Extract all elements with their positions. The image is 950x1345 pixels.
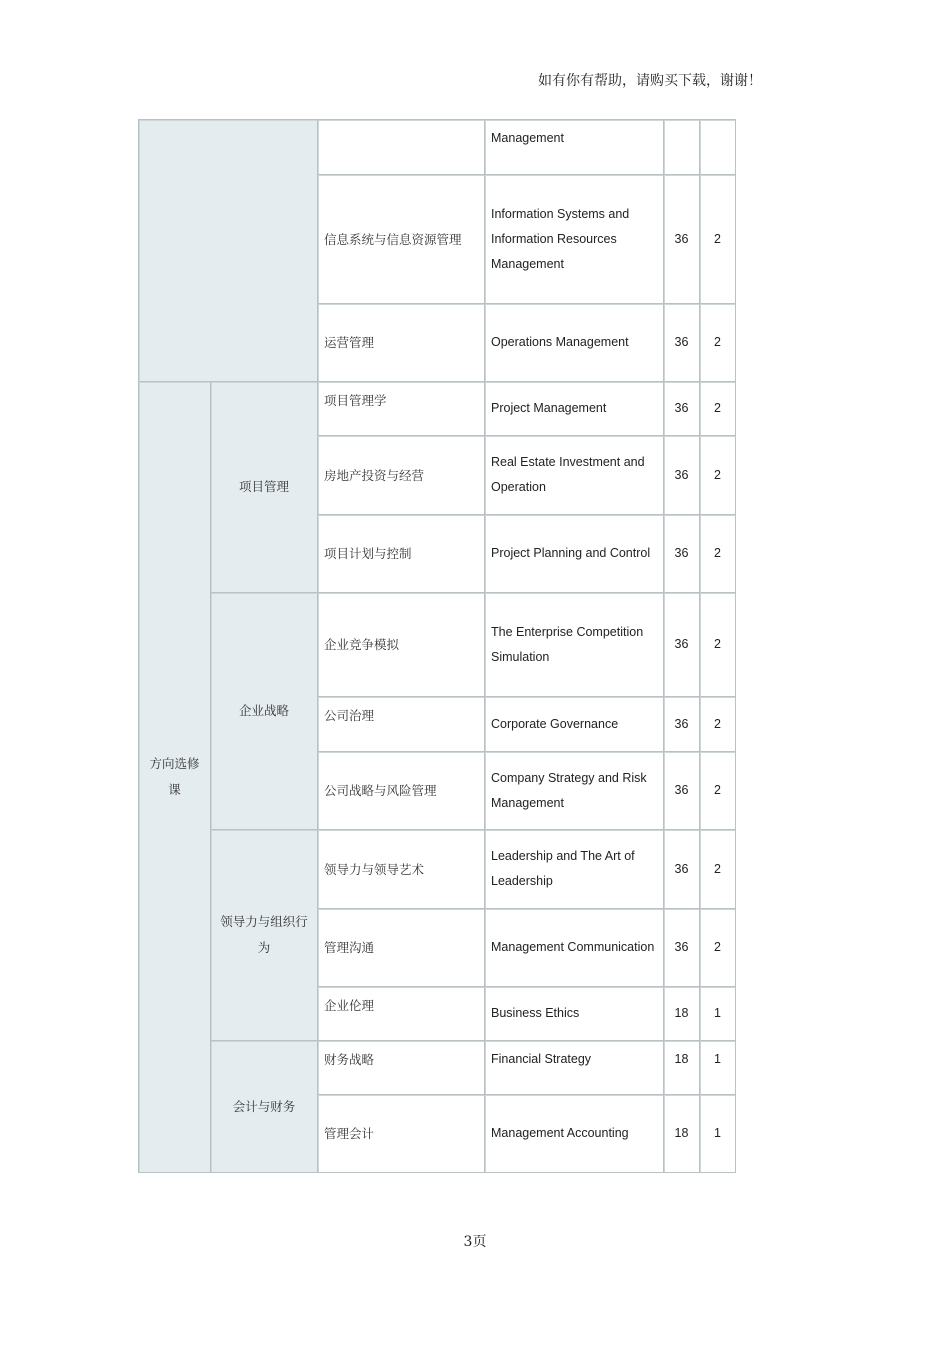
category-label: 方向选修课 <box>149 756 200 797</box>
course-name-cn: 房地产投资与经营 <box>318 436 485 515</box>
course-credits: 1 <box>700 1041 736 1095</box>
course-credits: 2 <box>700 593 736 697</box>
course-name-cn: 管理会计 <box>318 1095 485 1173</box>
continued-category-cell <box>139 120 318 382</box>
course-credits: 2 <box>700 515 736 593</box>
table-row <box>139 382 736 436</box>
group-label: 企业战略 <box>238 703 289 718</box>
course-name-cn: 企业竞争模拟 <box>318 593 485 697</box>
group-cell <box>211 1041 318 1173</box>
course-name-en: Project Management <box>485 382 664 436</box>
course-hours: 36 <box>664 382 700 436</box>
course-name-en: Management Communication <box>485 909 664 987</box>
course-credits: 2 <box>700 304 736 382</box>
category-cell <box>139 382 211 1173</box>
table-row <box>139 593 736 697</box>
course-name-en: Operations Management <box>485 304 664 382</box>
course-name-en: Information Systems and Information Resources Management <box>485 175 664 304</box>
course-hours: 36 <box>664 593 700 697</box>
course-hours: 36 <box>664 830 700 909</box>
course-name-en: Leadership and The Art of Leadership <box>485 830 664 909</box>
course-credits: 2 <box>700 752 736 830</box>
table-row <box>139 830 736 909</box>
course-name-en: Management <box>485 120 664 175</box>
course-hours: 18 <box>664 1041 700 1095</box>
course-credits: 2 <box>700 175 736 304</box>
course-name-en: Real Estate Investment and Operation <box>485 436 664 515</box>
course-name-cn: 领导力与领导艺术 <box>318 830 485 909</box>
course-name-cn: 管理沟通 <box>318 909 485 987</box>
course-name-en: The Enterprise Competition Simulation <box>485 593 664 697</box>
group-label: 领导力与组织行为 <box>220 914 308 955</box>
course-hours: 36 <box>664 909 700 987</box>
course-name-en: Project Planning and Control <box>485 515 664 593</box>
course-credits: 2 <box>700 830 736 909</box>
group-label: 会计与财务 <box>232 1098 296 1114</box>
course-hours: 36 <box>664 175 700 304</box>
group-cell <box>211 830 318 1041</box>
course-name-cn: 企业伦理 <box>318 987 485 1041</box>
course-hours: 36 <box>664 436 700 515</box>
table-row <box>139 120 736 175</box>
course-credits: 2 <box>700 697 736 752</box>
course-name-en: Corporate Governance <box>485 697 664 752</box>
group-cell <box>211 593 318 830</box>
group-label: 项目管理 <box>238 479 289 494</box>
course-hours: 36 <box>664 697 700 752</box>
course-table <box>138 119 736 1173</box>
course-name-en: Management Accounting <box>485 1095 664 1173</box>
course-credits: 2 <box>700 436 736 515</box>
page-number: 3页 <box>463 1234 487 1250</box>
course-credits: 2 <box>700 909 736 987</box>
course-hours: 36 <box>664 304 700 382</box>
course-hours: 18 <box>664 987 700 1041</box>
header-note: 如有你有帮助，请购买下载，谢谢！ <box>538 73 762 89</box>
course-hours: 18 <box>664 1095 700 1173</box>
course-name-cn: 公司治理 <box>318 697 485 752</box>
course-name-cn: 项目管理学 <box>318 382 485 436</box>
course-hours <box>664 120 700 175</box>
course-name-cn: 公司战略与风险管理 <box>318 752 485 830</box>
course-name-en: Business Ethics <box>485 987 664 1041</box>
course-name-cn <box>318 120 485 175</box>
course-credits: 1 <box>700 1095 736 1173</box>
course-name-cn: 财务战略 <box>318 1041 485 1095</box>
course-name-cn: 项目计划与控制 <box>318 515 485 593</box>
course-credits: 2 <box>700 382 736 436</box>
group-cell <box>211 382 318 593</box>
course-name-cn: 信息系统与信息资源管理 <box>318 175 485 304</box>
course-name-en: Company Strategy and Risk Management <box>485 752 664 830</box>
course-credits <box>700 120 736 175</box>
course-hours: 36 <box>664 515 700 593</box>
course-name-en: Financial Strategy <box>485 1041 664 1095</box>
table-row <box>139 1041 736 1095</box>
course-hours: 36 <box>664 752 700 830</box>
course-name-cn: 运营管理 <box>318 304 485 382</box>
course-credits: 1 <box>700 987 736 1041</box>
